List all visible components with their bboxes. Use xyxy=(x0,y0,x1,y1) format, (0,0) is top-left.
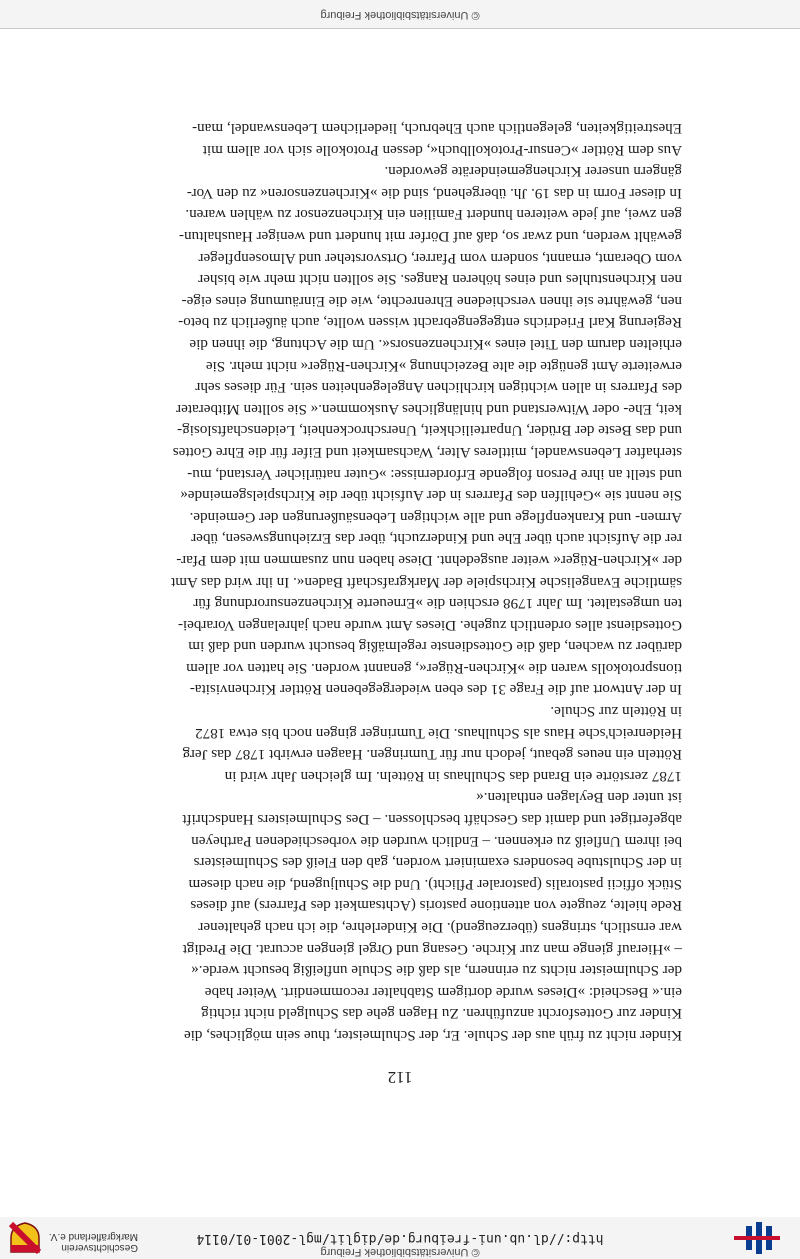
footer-banner xyxy=(0,0,800,29)
society-name-line1: Geschichtsverein xyxy=(61,1242,138,1253)
text-line: erweiterte Amt genügte die alte Bezeichnung »Kirchen-Rüger« nicht mehr. Sie xyxy=(205,357,682,374)
text-line: in Rötteln zur Schule. xyxy=(550,703,682,720)
page-number: 112 xyxy=(387,1068,413,1087)
text-line: ein.« Bescheid: »Dieses wurde dortigem Stabhalter recommendirt. Weiter habe xyxy=(204,983,682,1000)
text-line: war ernstlich, stringens (überzeugend). Die Kinderlehre, die ich nach gehaltener xyxy=(198,919,682,936)
text-line: nen, gewährte sie ihnen verschiedene Ehrenrechte, wie die Einräumung eines eige- xyxy=(181,292,682,309)
document-url[interactable]: http://dl.ub.uni-freiburg.de/diglit/mgl-2001-01/0114 xyxy=(196,1231,604,1246)
text-line: gewählt werden, und zwar so, daß auf Dörfer mit hundert und weniger Haushaltun- xyxy=(179,228,682,245)
text-line: Kinder zur Gottesforcht anzuführen. Zu Hagen gehe das Schulgeld nicht richtig xyxy=(201,1005,682,1022)
text-line: gängern unserer Kirchengemeinderäte geworden. xyxy=(384,163,682,180)
text-line: sterhafter Lebenswandel, mittleres Alter, Wachsamkeit und Eifer für die Ehre Gottes xyxy=(172,443,682,460)
text-line: – »Hierauf gienge man zur Kirche. Gesang und Orgel giengen accurat. Die Predigt xyxy=(182,940,682,957)
society-name-line2: Markgräflerland e.V. xyxy=(48,1231,138,1242)
header-banner xyxy=(0,1216,800,1259)
footer-copyright: © Universitätsbibliothek Freiburg xyxy=(320,9,480,21)
text-line: ist unter den Beylagen enthalten.« xyxy=(476,789,682,806)
text-line: keit, Ehe- oder Witwerstand und hinlängliches Auskommen.« Sie sollten Mitberater xyxy=(176,400,682,417)
text-line: abgefertiget und damit das Geschäft beschlossen. – Des Schulmeisters Handschrift xyxy=(182,811,682,828)
text-line: 1787 zerstörte ein Brand das Schulhaus in Rötteln. Im gleichen Jahr wird in xyxy=(224,767,682,784)
text-line: Rötteln ein neues gebaut, jedoch nur für Tumringen. Haagen erwirbt 1787 das Jerg xyxy=(182,746,682,763)
text-line: und stellt an ihre Person folgende Erfordernisse: »Guter natürlicher Verstand, mu- xyxy=(187,465,682,482)
text-line: tionsprotokolls waren die »Kirchen-Rüger«, genannt worden. Sie hatten vor allem xyxy=(186,659,682,676)
text-line: der »Kirchen-Rüger« weiter ausgedehnt. Diese haben nun zusammen mit dem Pfar- xyxy=(176,551,682,568)
text-line: darüber zu wachen, daß die Gottesdienste regelmäßig besucht wurden und daß im xyxy=(188,638,682,655)
text-line: Kinder nicht zu früh aus der Schule. Er, der Schulmeister, thue sein mögliches, die xyxy=(183,1027,682,1043)
text-line: Armen- und Krankenpflege und alle wichtigen Lebensäußerungen der Gemeinde. xyxy=(189,508,682,525)
text-line: bei ihrem Unfleiß zu erkennen. – Endlich wurden die vorbeschiedenen Partheyen xyxy=(191,832,682,849)
text-line: Stück officii pastoralis (pastoraler Pflicht). Und die Schuljugend, die nach diesem xyxy=(188,875,682,892)
text-line: vom Oberamt, ernannt, sondern vom Pfarrer, Ortsvorsteher und Almosenpfleger xyxy=(198,249,682,266)
text-line: erhielten darum den Titel eines »Kirchenzensors«. Um die Achtung, die ihnen die xyxy=(189,336,682,352)
society-name xyxy=(48,1231,138,1253)
copyright-notice: © Universitätsbibliothek Freiburg xyxy=(320,1246,480,1258)
text-line: des Pfarrers in allen wichtigen kirchlichen Angelegenheiten sein. Für dieses sehr xyxy=(195,379,682,396)
text-line: sämtliche Evangelische Kirchspiele der Markgrafschaft Baden«. In ihr wird das Amt xyxy=(171,573,682,590)
text-line: ten umgestaltet. Im Jahr 1798 erschien die »Erneuerte Kirchenzensurordnung für xyxy=(193,595,682,612)
text-line: In der Antwort auf die Frage 31 des eben wiedergegebenen Röttler Kirchenvisita- xyxy=(189,681,682,698)
text-line: Heidenreich'sche Haus als Schulhaus. Die Tumringer gingen noch bis etwa 1872 xyxy=(195,724,682,741)
coat-of-arms-icon xyxy=(8,1221,42,1255)
text-line: der Schulmeister nichts zu erinnern, als daß die Schule unfleißig besucht werde.« xyxy=(191,962,682,979)
text-line: rer die Aufsicht auch über Ehe und Kinderzucht, über das Erziehungswesen, über xyxy=(191,530,682,547)
text-line: in der Schulstube besonders examiniert worden, gab den Fleiß des Schulmeisters xyxy=(193,854,682,871)
text-line: und das Beste der Brüder, Unparteilichkeit, Unerschrockenheit, Leidenschaftslosig- xyxy=(177,422,682,439)
text-line: nen Kirchenstuhles und eines höheren Ranges. Sie sollten nicht mehr wie bisher xyxy=(198,271,682,288)
page-paper xyxy=(0,28,800,1217)
text-line: In dieser Form in das 19. Jh. übergehend, sind die »Kirchenzensoren« zu den Vor- xyxy=(186,184,682,201)
text-line: gen zwei, auf jede weiteren hundert Familien ein Kirchenzensor zu wählen waren. xyxy=(185,206,682,223)
text-line: Rede hielte, zeugete von attentione pastoris (Achtsamkeit des Pfarrers) auf dieses xyxy=(190,897,682,914)
text-line: Sie nennt sie »Gehilfen des Pfarrers in der Aufsicht über die Kirchspielsgemeinde« xyxy=(180,487,682,504)
text-line: Ehestreitigkeiten, gelegentlich auch Ehebruch, liederlichem Lebenswandel, man- xyxy=(192,120,682,137)
document-body xyxy=(110,116,682,1045)
text-line: Gottesdienst alles ordentlich zugehe. Dieses Amt wurde nach jahrelangen Vorarbei- xyxy=(177,616,682,633)
text-line: Aus dem Röttler »Censur-Protokollbuch«, dessen Protokolle sich vor allem mit xyxy=(202,141,682,158)
text-line: Regierung Karl Friedrichs entgegengebracht wissen wollte, auch äußerlich zu beto- xyxy=(178,314,682,331)
